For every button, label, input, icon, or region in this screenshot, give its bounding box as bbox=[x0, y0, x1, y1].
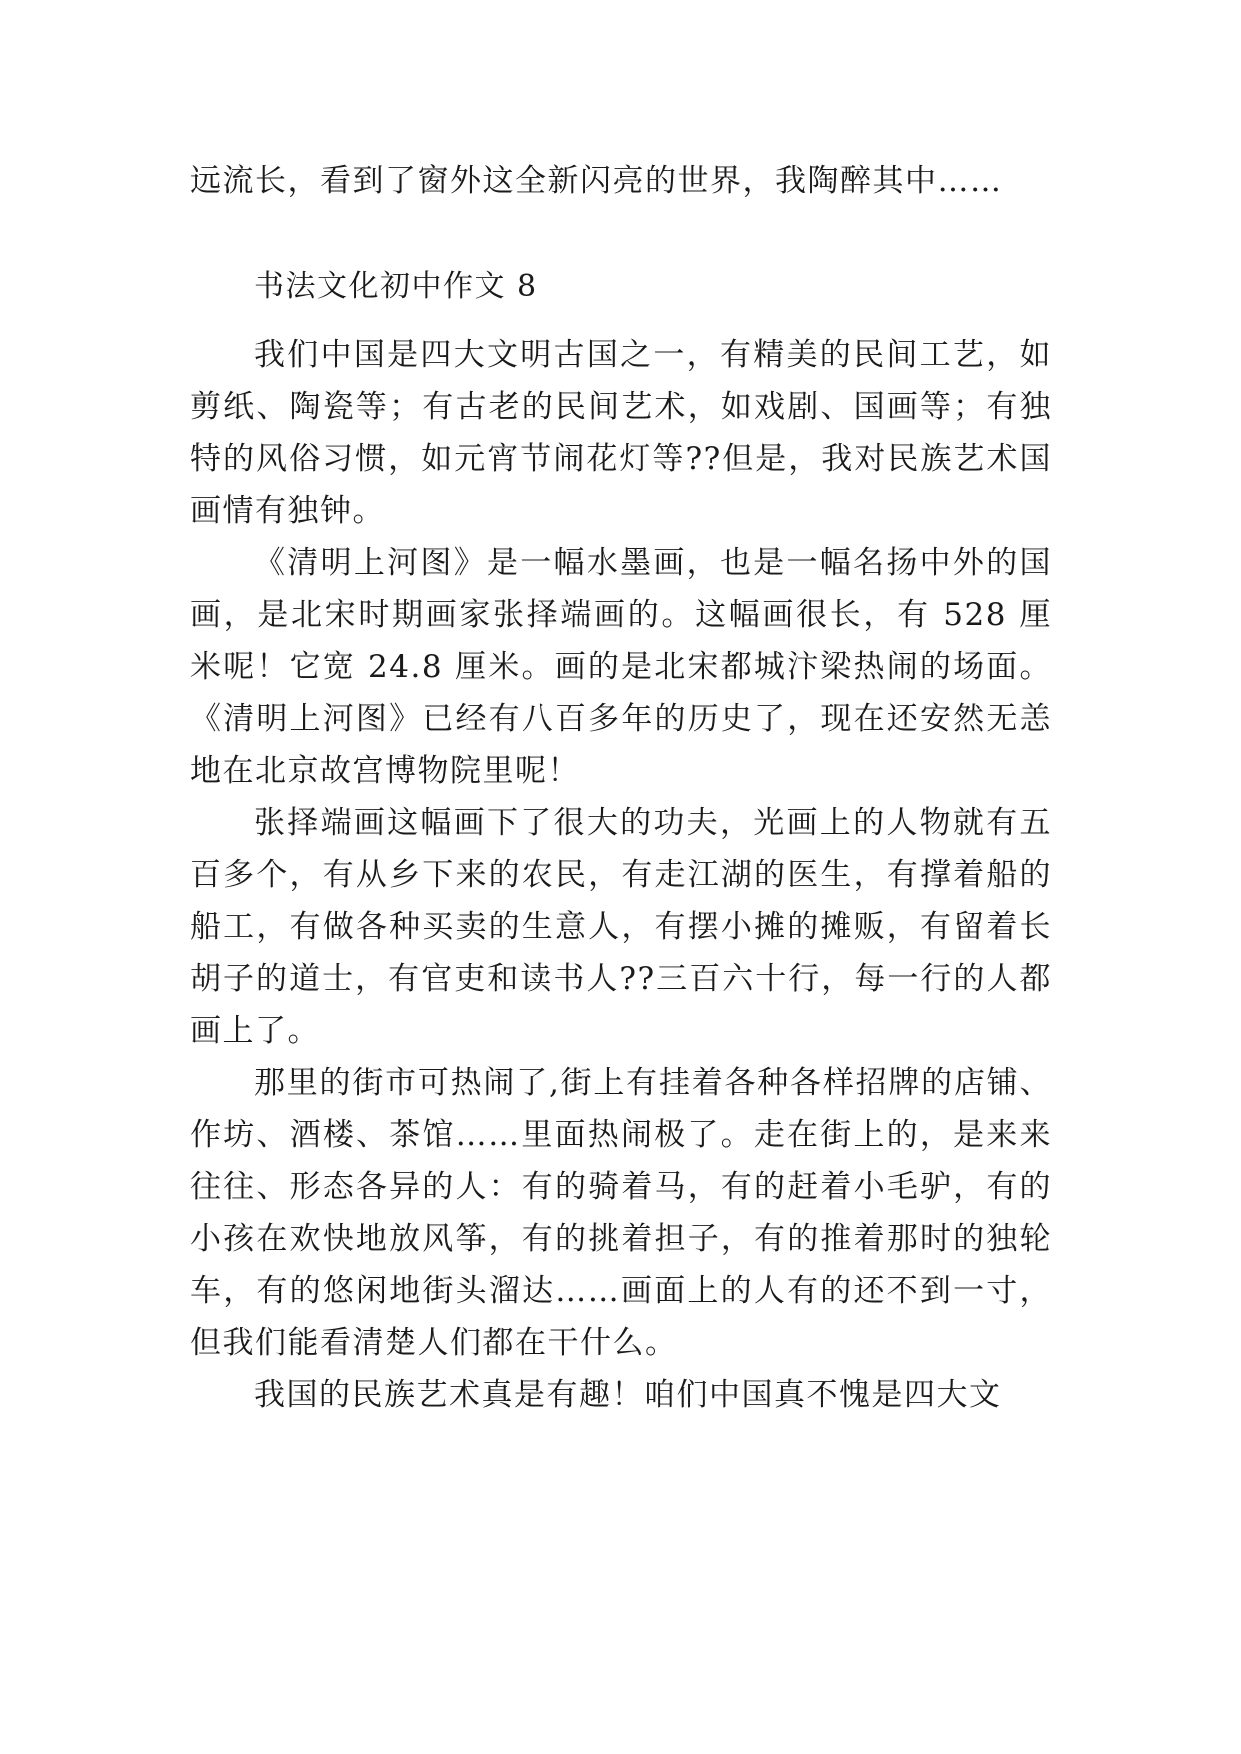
paragraph-1: 我们中国是四大文明古国之一，有精美的民间工艺，如剪纸、陶瓷等；有古老的民间艺术，如戏剧、国画等；有独特的风俗习惯，如元宵节闹花灯等??但是，我对民族艺术国画情有独钟。 bbox=[190, 337, 1052, 529]
paragraph-2: 《清明上河图》是一幅水墨画，也是一幅名扬中外的国画，是北宋时期画家张择端画的。这幅画很长，有 528 厘米呢！它宽 24.8 厘米。画的是北宋都城汴梁热闹的场面。《清明上河图》已经有八百多年的历史了，现在还安然无恙地在北京故宫博物院里呢！ bbox=[190, 545, 1052, 789]
paragraph-4: 那里的街市可热闹了,街上有挂着各种各样招牌的店铺、作坊、酒楼、茶馆……里面热闹极了。走在街上的，是来来往往、形态各异的人：有的骑着马，有的赶着小毛驴，有的小孩在欢快地放风筝，有的挑着担子，有的推着那时的独轮车，有的悠闲地街头溜达……画面上的人有的还不到一寸，但我们能看清楚人们都在干什么。 bbox=[190, 1065, 1052, 1361]
continuation-paragraph: 远流长，看到了窗外这全新闪亮的世界，我陶醉其中…… bbox=[190, 163, 1003, 199]
paragraph-5: 我国的民族艺术真是有趣！咱们中国真不愧是四大文 bbox=[254, 1377, 1002, 1413]
document-body bbox=[190, 155, 1052, 1421]
essay-body bbox=[190, 329, 1052, 1421]
paragraph-3: 张择端画这幅画下了很大的功夫，光画上的人物就有五百多个，有从乡下来的农民，有走江湖的医生，有撑着船的船工，有做各种买卖的生意人，有摆小摊的摊贩，有留着长胡子的道士，有官吏和读书人??三百六十行，每一行的人都画上了。 bbox=[190, 805, 1052, 1049]
essay-heading: 书法文化初中作文 8 bbox=[254, 269, 538, 304]
